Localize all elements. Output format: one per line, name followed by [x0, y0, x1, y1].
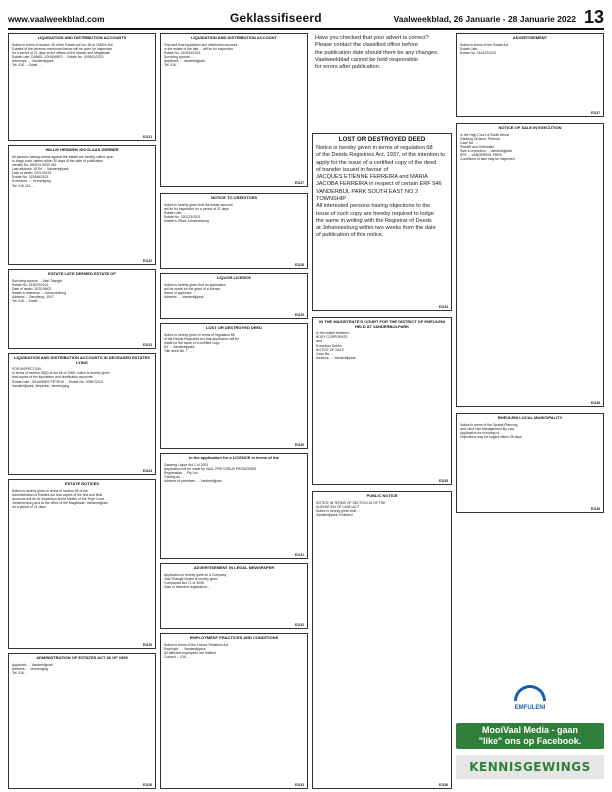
masthead — [8, 6, 604, 30]
section-title: Geklassifiseerd — [230, 11, 322, 25]
classified-notice — [160, 323, 308, 449]
notice-heading: LIQUIDATION AND DISTRIBUTION ACCOUNTS — [37, 35, 127, 40]
notice-line: Application is hereby given to a Company — [164, 572, 227, 577]
notice-line: and — [316, 339, 322, 344]
notice-line: Estates of the persons mentioned below will be open for inspection — [12, 46, 113, 51]
notice-line: Estate Late: ... — [164, 210, 186, 215]
notice-line: BODY CORPORATE — [316, 335, 348, 340]
notice-line: of publication of this notice. — [316, 232, 384, 239]
notice-line: JACOBA FERREIRA in respect of certain ERF 546 — [316, 181, 442, 188]
notice-line: Title deed No. T ... — [164, 349, 192, 354]
notice-ref: E1131 — [294, 553, 304, 557]
notice-line: Notice is hereby given in terms of regulation 68 — [164, 332, 235, 337]
notice-heading: WILLIE HENDRIK NICOLAAS GERBER — [45, 147, 119, 152]
classified-notice — [160, 33, 308, 187]
notice-line: FOR INSPECTION — [12, 367, 41, 372]
notice-line: Application for rezoning of ... — [460, 430, 503, 435]
notice-ref: E1138 — [590, 401, 600, 405]
notice-line: Identity No. 560101 5099 081 — [12, 162, 57, 167]
lost-deed-notice — [312, 133, 452, 311]
notice-line: Notice is hereby given in terms of regulation 68 — [316, 145, 433, 152]
notice-line: Conditions of sale may be inspected — [460, 157, 515, 162]
page-number: 13 — [583, 7, 604, 27]
classified-notice — [8, 33, 156, 141]
public-notice — [312, 491, 452, 789]
notice-line: Tel: 016 ... — [164, 63, 180, 68]
notice-ref: E1129 — [294, 313, 304, 317]
notice-line: Date of intended registration ... — [164, 585, 211, 590]
notice-line: for a period of 21 days at the offices of the Master and Magistrate — [12, 50, 110, 55]
notice-line: NOTICE OF SALE — [316, 347, 345, 352]
notice-line: Tel: 016 ... Email: ... — [12, 299, 42, 304]
notice-ref: E1134 — [438, 305, 448, 309]
notice-heading: LOST OR DESTROYED DEED — [338, 136, 426, 143]
notice-line: Plaintiff and Defendant — [460, 145, 495, 150]
notice-line: Estate Late: ... — [460, 46, 482, 51]
notice-line: Notice in terms of the Estate Act — [460, 42, 509, 47]
notice-line: Companies Act 71 of 2008 — [164, 580, 204, 585]
notice-line: Address: ... Vanderbijlpark — [316, 356, 356, 361]
notice-ref: E1137 — [590, 111, 600, 115]
notice-ref: E1132 — [294, 623, 304, 627]
notice-line: Please contact the classified office before — [315, 42, 418, 49]
notice-line: Tel: 016 ... Email: ... — [12, 63, 42, 68]
notice-heading: LIQUIDATION AND DISTRIBUTION ACCOUNT — [191, 35, 277, 40]
notice-ref: E1136 — [438, 783, 448, 787]
notice-line: Gauteng Division, Pretoria — [460, 136, 500, 141]
facebook-banner[interactable] — [456, 723, 604, 749]
kennisgewings-banner — [456, 755, 604, 779]
notice-line: Vaalweekblad cannot be held responsible — [315, 56, 418, 63]
notice-line: to lodge such claims within 30 days of the date of publication — [12, 158, 104, 163]
notice-ref: E1124 — [142, 469, 152, 473]
notice-line: the publication date should there be any changes. — [315, 49, 439, 56]
notice-line: Address: ... Vanderbijlpark — [164, 295, 204, 300]
notice-line: All persons having claims against the estate are hereby called upon — [12, 154, 114, 159]
classified-notice — [160, 633, 308, 789]
notice-line: Trading as ... — [164, 475, 184, 480]
classified-notice — [8, 653, 156, 789]
notice-ref: E1121 — [142, 135, 152, 139]
notice-line: Objections may be lodged within 28 days — [460, 435, 522, 440]
notice-ref: E1123 — [142, 343, 152, 347]
notice-line: Date of death: 2021/08/02 — [12, 286, 52, 291]
kennisgewings-title: KENNISGEWINGS — [469, 760, 591, 774]
notice-line: Estate Late: DANIEL JOHANNES ... Estate No. 009521/2021 — [12, 55, 104, 60]
notice-line: the same in writing with the Registrar of Deeds — [316, 217, 432, 224]
notice-line: Sale in execution ... Vanderbijlpark — [460, 149, 512, 154]
notice-heading: ADVERTISEMENT — [512, 35, 548, 40]
banner-line: MooiVaal Media - gaan — [481, 725, 579, 735]
notice-heading: EMPLOYMENT PRACTICES AND CONDITIONS — [189, 635, 279, 640]
notice-line: Tel: 016 ... — [12, 670, 28, 675]
notice-line: Notice is hereby given that the estate account — [164, 202, 233, 207]
notice-line: Applicant: ... Vanderbijlpark — [12, 662, 54, 667]
notice-line: Vanderbijlpark, Emfuleni — [316, 513, 353, 518]
notice-line: that copies of the liquidation and distribution accounts — [12, 375, 93, 380]
notice-heading: IN THE MAGISTRATE'S COURT FOR THE DISTRICT OF EMFULENI HELD AT VANDERBIJLPARK — [319, 319, 445, 329]
notice-line: Vaal Triangle Notice is hereby given — [164, 576, 218, 581]
classified-notice — [456, 123, 604, 407]
notice-line: ALIENATION OF LAND ACT — [316, 504, 360, 509]
notice-line: made for the issue of a certified copy — [164, 340, 220, 345]
notice-line: Tel: 016 421 ... — [12, 183, 35, 188]
classified-notice — [8, 479, 156, 649]
notice-heading: ESTATE NOTICES — [64, 481, 100, 486]
notice-ref: E1125 — [142, 643, 152, 647]
notice-line: In the High Court of South Africa — [460, 132, 509, 137]
notice-line: and Land Use Management By-Law — [460, 426, 515, 431]
notice-heading: ADMINISTRATION OF ESTATES ACT 66 OF 1965 — [36, 655, 128, 660]
notice-line: Have you checked that your advert is correct? — [315, 35, 429, 41]
notice-line: in the estate of the late ... will lie for inspection — [164, 46, 234, 51]
notice-line: Notice is hereby given that ... — [316, 508, 360, 513]
notice-line: Last address: 18 Erf ... Vanderbijlpark — [12, 167, 69, 172]
notice-line: Executors: ... Vereeniging — [12, 179, 51, 184]
notice-line: for errors after publication. — [315, 64, 381, 71]
site-url[interactable]: www.vaalweekblad.com — [8, 14, 105, 24]
notice-heading: NOTICE TO CREDITORS — [210, 195, 258, 200]
court-notice — [312, 317, 452, 485]
classified-notice — [160, 563, 308, 629]
notice-heading: EMFULENI LOCAL MUNICIPALITY — [497, 415, 563, 420]
notice-line: Estate No. 020123/2021 — [164, 215, 201, 220]
notice-heading: ESTATE LATE DEEMED ESTATE OF — [48, 271, 116, 276]
notice-ref: E1128 — [294, 263, 304, 267]
notice-line: Case No: ... — [316, 351, 334, 356]
notice-line: Johannesburg and at the office of the Magistrate, Vanderbijlpark — [12, 501, 109, 506]
notice-heading: PUBLIC NOTICE — [366, 493, 398, 498]
notice-line: at Johannesburg within two weeks from the date — [316, 225, 436, 232]
notice-heading: LIQUIDATION AND DISTRIBUTION ACCOUNTS IN DECEASED ESTATES LYING — [14, 355, 150, 365]
notice-line: Notice in terms of section 35 of the Estate Act No. 66 of 1965 in the — [12, 42, 113, 47]
notice-line: Vanderbijlpark, Meyerton, Vereeniging — [12, 383, 70, 388]
emfuleni-logo — [456, 683, 604, 713]
notice-line: Erf ... Vanderbijlpark — [164, 345, 195, 350]
notice-ref: E1126 — [142, 783, 152, 787]
banner-line: "like" ons op Facebook. — [478, 735, 582, 746]
classified-notice — [8, 269, 156, 349]
notice-line: of the Deeds Registries Act that application will be — [164, 336, 240, 341]
notice-heading: NOTICE OF SALE IN EXECUTION — [498, 125, 562, 130]
notice-line: Estate No. 023456/2021 — [12, 175, 49, 180]
notice-line: Notice is hereby given that an application — [164, 282, 226, 287]
notice-line: All affected employees are notified — [164, 650, 216, 655]
notice-line: accounts will lie for inspection at the Master of the High Court — [12, 496, 104, 501]
notice-line: In terms of section 35(5) of Act 66 of 1965, notice is hereby given — [12, 371, 110, 376]
notice-line: Surviving spouse: ... — [164, 55, 195, 60]
notice-line: Master's reference ... Johannesburg — [12, 291, 67, 296]
notice-line: VANDERBIJL PARK SOUTH EAST NO 2 — [316, 188, 419, 195]
notice-line: Address ... Sasolburg, 1947 — [12, 295, 54, 300]
notice-line: First and final liquidation and distribution account — [164, 42, 238, 47]
notice-line: Estate No. 014422/2021 — [460, 50, 497, 55]
notice-line: apply for the issue of a certified copy of the deed — [316, 159, 437, 166]
notice-line: Case No: ... — [460, 140, 478, 145]
notice-heading: ADVERTISEMENT IN LEGAL NEWSPAPER — [193, 565, 275, 570]
notice-line: Date of death: 2021/09/15 — [12, 171, 52, 176]
classified-notice — [160, 453, 308, 559]
notice-ref: E1133 — [294, 783, 304, 787]
notice-line: Notice is hereby given in terms of section 35 of the — [12, 488, 88, 493]
notice-line: Address: ... Vereeniging — [12, 666, 49, 671]
notice-line: for a period of 21 days — [12, 505, 46, 510]
notice-heading: LIQUOR LICENCE — [216, 275, 252, 280]
notice-line: Employer: ... Vanderbijlpark — [164, 646, 206, 651]
notice-line: Gauteng Liquor Act 2 of 2003 — [164, 462, 209, 467]
notice-line: Contact ... 016 ... — [164, 655, 190, 660]
notice-line: of transfer issued in favour of — [316, 166, 389, 173]
notice-ref: E1127 — [294, 181, 304, 185]
notice-line: Estate Late: JOHANNES PETRUS ... Estate No. 00987/2021 — [12, 379, 104, 384]
notice-line: ERF ... VANDERBIJL PARK — [460, 153, 502, 158]
notice-line: will be made for the grant of a licence — [164, 286, 221, 291]
notice-line: Master's Office Johannesburg — [164, 219, 209, 224]
notice-line: Attorneys: ... Vanderbijlpark — [12, 59, 54, 64]
notice-line: Notice in terms of the Labour Relations Act — [164, 642, 229, 647]
notice-line: will lie for inspection for a period of 21 days — [164, 206, 229, 211]
notice-ref: E1130 — [294, 443, 304, 447]
notice-line: Estate No. 013002/2021 — [12, 282, 49, 287]
notice-line: Estate No. 016254/2021 — [164, 50, 201, 55]
notice-heading: In the application for a LICENCE in terms of the — [188, 455, 279, 460]
notice-line: issue of such copy are hereby required to lodge — [316, 210, 434, 217]
notice-line: All interested persons having objections to the — [316, 203, 431, 210]
notice-line: In the matter between: — [316, 331, 350, 336]
notice-line: Execution Debtor — [316, 343, 343, 348]
classified-notice — [456, 33, 604, 117]
notice-ref: E1135 — [438, 479, 448, 483]
notice-line: Name of applicant: ... — [164, 290, 197, 295]
notice-line: Registration ... Pty Ltd — [164, 470, 198, 475]
notice-heading: LOST OR DESTROYED DEED — [205, 325, 262, 330]
classified-notice — [160, 193, 308, 269]
notice-line: Applicant: ... Vanderbijlpark — [164, 59, 206, 64]
issue-date: Vaalweekblad, 26 Januarie - 28 Januarie 2022 — [393, 14, 576, 24]
classified-notice — [8, 353, 156, 475]
notice-line: Surviving spouse ... Vaal Triangle — [12, 278, 63, 283]
notice-line: Notice in terms of the Spatial Planning — [460, 422, 518, 427]
classified-notice — [456, 413, 604, 513]
notice-line: JACQUES ETIENNE FERREIRA and MARIA — [316, 174, 428, 181]
notice-line: Application will be made by VAAL PRETORIUS PROMOSIES — [164, 466, 257, 471]
notice-line: of the Deeds Registries Act, 1937, of the intention to — [316, 152, 446, 159]
logo-text: EMFULENI — [514, 705, 546, 711]
notice-ref: E1122 — [142, 259, 152, 263]
classified-notice — [160, 273, 308, 319]
notice-line: TOWNSHIP — [316, 195, 347, 202]
notice-line: NOTICE IN TERMS OF SECTION 34 OF THE — [316, 500, 386, 505]
notice-line: Address of premises: ... Vanderbijlpark — [164, 479, 222, 484]
municipal-logo-icon — [506, 685, 554, 711]
top-notice — [312, 33, 452, 125]
notice-ref: E1139 — [590, 507, 600, 511]
notice-line: Administration of Estates Act that copies of the first and final — [12, 492, 103, 497]
classified-notice — [8, 145, 156, 265]
